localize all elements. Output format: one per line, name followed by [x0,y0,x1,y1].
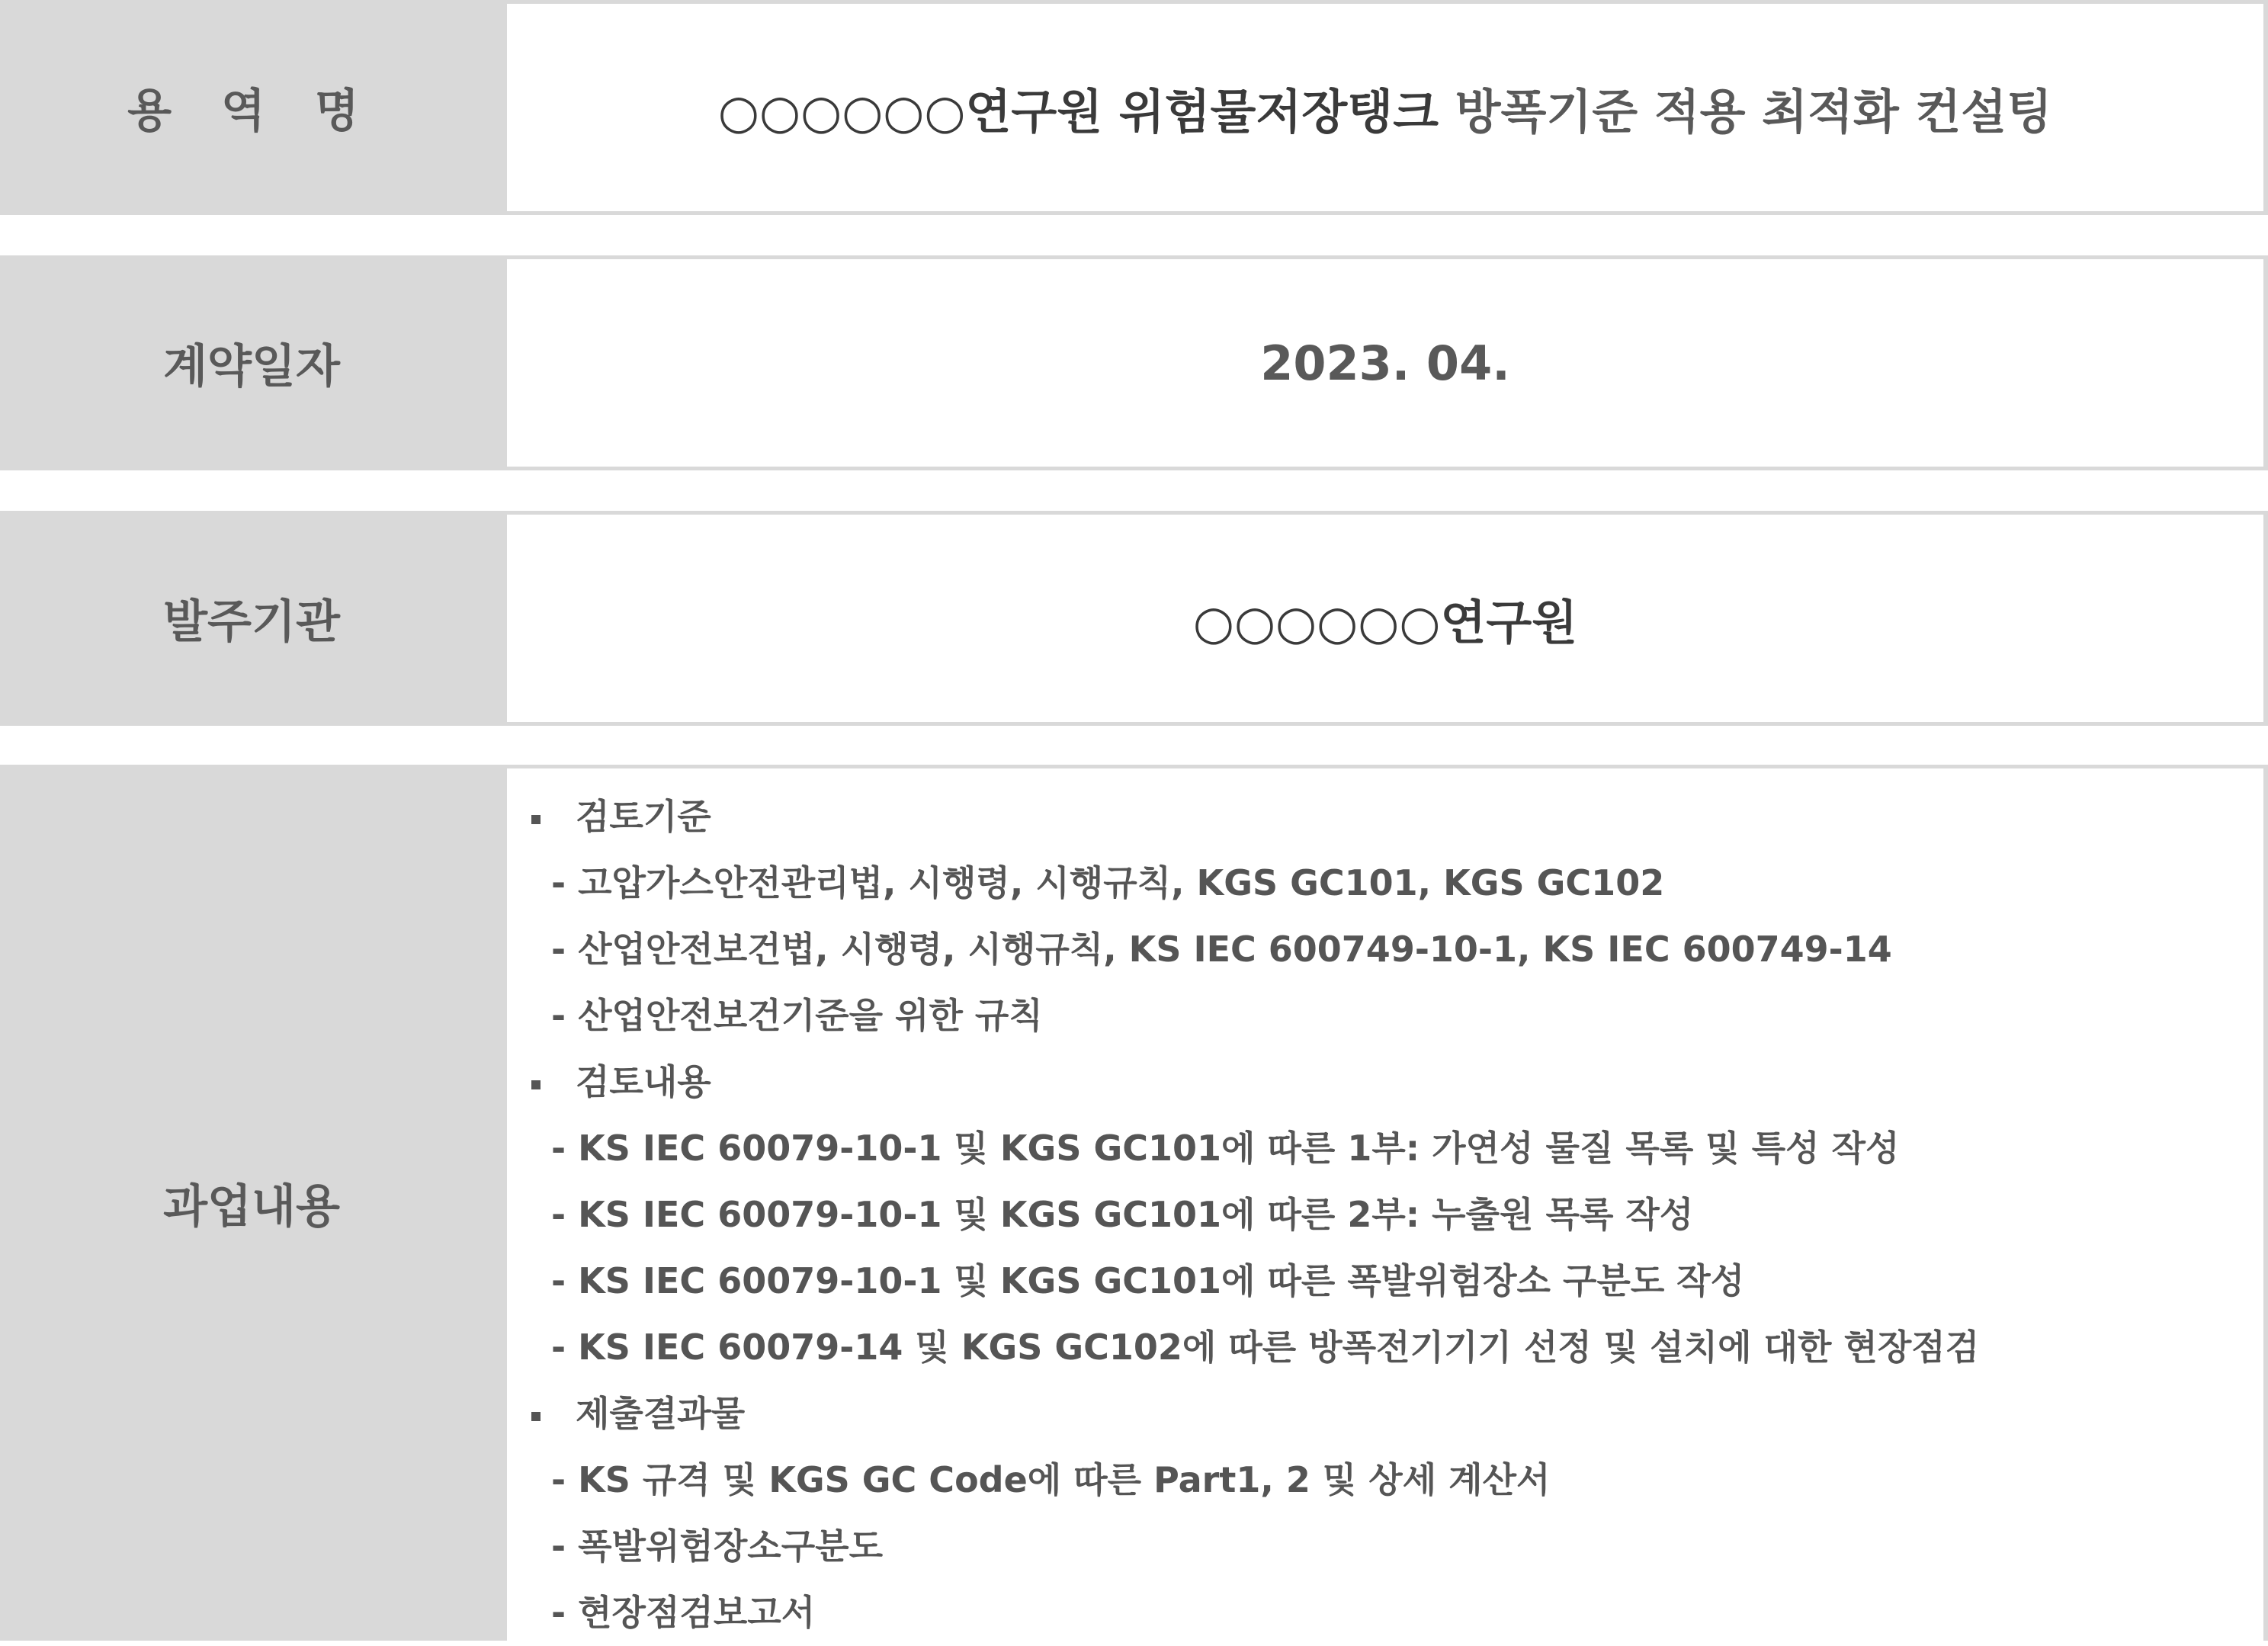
work-content-list [503,765,2268,1641]
contract-date-row [0,255,2268,470]
list-item: - KS 규격 및 KGS GC Code에 따른 Part1, 2 및 상세 계산서 [551,1459,1551,1500]
square-bullet-icon [531,1080,541,1089]
client-value: ○○○○○○연구원 [503,511,2268,726]
list-item: - 폭발위험장소구분도 [551,1526,884,1567]
list-item: - KS IEC 60079-10-1 및 KGS GC101에 따른 2부: 누출원 목록 작성 [551,1194,1694,1235]
list-item: - KS IEC 60079-14 및 KGS GC102에 따른 방폭전기기기 선정 및 설치에 대한 현장점검 [551,1327,1980,1368]
list-item: - 현장점검보고서 [551,1592,816,1633]
list-item: - 고압가스안전관리법, 시행령, 시행규칙, KGS GC101, KGS GC102 [551,862,1665,903]
work-content-row [0,765,2268,1641]
square-bullet-icon [531,1412,541,1421]
service-name-label: 용 역 명 [0,0,503,215]
list-item: - KS IEC 60079-10-1 및 KGS GC101에 따른 1부: 가연성 물질 목록 및 특성 작성 [551,1128,1900,1169]
service-name-value-part2: 방폭기준 적용 최적화 컨설팅 [1455,83,2053,140]
client-label: 발주기관 [0,511,503,726]
service-name-value [503,0,2268,215]
list-item: - 산업안전보건법, 시행령, 시행규칙, KS IEC 600749-10-1, KS IEC 600749-14 [551,929,1892,970]
list-item: - 산업안전보건기준을 위한 규칙 [551,995,1043,1036]
work-content-label: 과업내용 [0,765,503,1641]
list-item: 검토기준 [507,784,2263,850]
square-bullet-icon [531,815,541,824]
list-item: - KS IEC 60079-10-1 및 KGS GC101에 따른 폭발위험장소 구분도 작성 [551,1260,1745,1301]
list-item: 제출결과물 [507,1381,2263,1447]
contract-date-value: 2023. 04. [503,255,2268,470]
client-row [0,511,2268,726]
service-name-value-part1: ○○○○○○연구원 위험물저장탱크 [717,83,1439,140]
contract-date-label: 계약일자 [0,255,503,470]
list-item: 검토내용 [507,1049,2263,1115]
service-name-row [0,0,2268,215]
